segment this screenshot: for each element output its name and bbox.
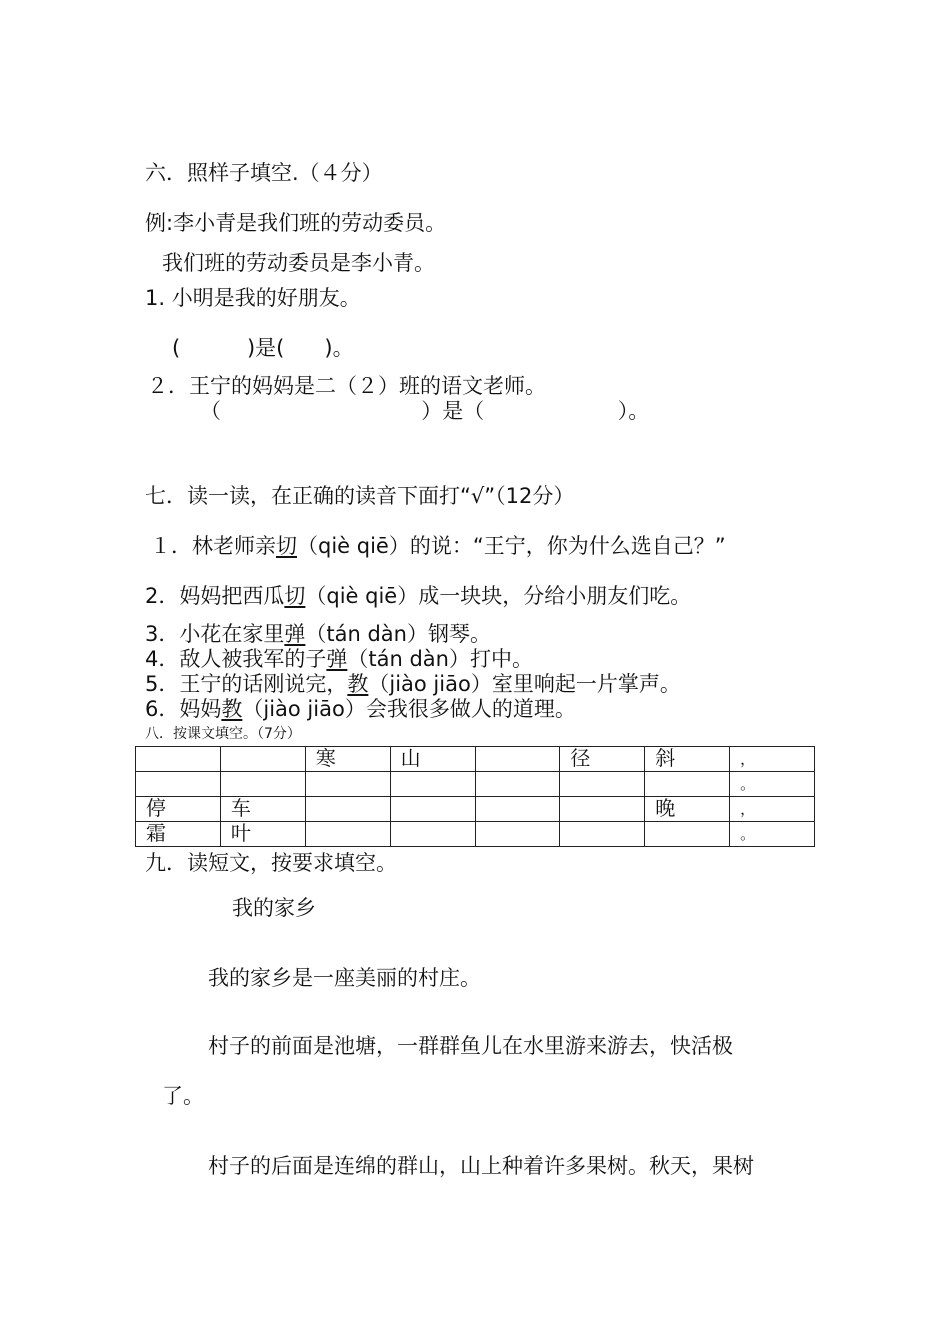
item-text: 4．敌人被我军的子 [145, 647, 327, 671]
grid-cell[interactable] [390, 772, 475, 797]
grid-cell[interactable] [560, 797, 645, 822]
grid-row [136, 772, 815, 797]
example-sentence: 例:李小青是我们班的劳动委员。 [145, 211, 447, 235]
item-text: 6．妈妈 [145, 697, 222, 721]
grid-cell[interactable] [560, 772, 645, 797]
grid-punct: ， [730, 747, 815, 772]
grid-cell[interactable] [305, 822, 390, 847]
underlined-char: 弹 [284, 622, 306, 646]
grid-cell[interactable] [645, 822, 730, 847]
grid-punct: ， [730, 797, 815, 822]
item-text: 2．妈妈把西瓜 [145, 584, 285, 608]
grid-cell: 晚 [645, 797, 730, 822]
item-pinyin: （qiè qiē）的说：“王宁，你为什么选自己？” [297, 534, 726, 558]
example-answer: 我们班的劳动委员是李小青。 [162, 251, 435, 275]
passage-paragraph: 村子的前面是池塘，一群群鱼儿在水里游来游去，快活极 [208, 1034, 733, 1058]
grid-cell[interactable] [475, 822, 560, 847]
grid-cell[interactable] [136, 772, 221, 797]
grid-cell: 斜 [645, 747, 730, 772]
underlined-char: 教 [347, 672, 369, 696]
underlined-char: 教 [221, 697, 243, 721]
grid-cell[interactable] [560, 822, 645, 847]
grid-cell: 径 [560, 747, 645, 772]
grid-cell: 车 [220, 797, 305, 822]
passage-paragraph: 我的家乡是一座美丽的村庄。 [208, 966, 481, 990]
reading-item [145, 583, 691, 609]
grid-punct: 。 [730, 772, 815, 797]
grid-row [136, 797, 815, 822]
grid-cell[interactable] [305, 772, 390, 797]
question-1-blank: ( )是( )。 [172, 336, 354, 360]
section-7-title: 七．读一读，在正确的读音下面打“√”（12分） [145, 484, 575, 508]
item-pinyin: （tán dàn）打中。 [347, 647, 533, 671]
passage-heading: 我的家乡 [232, 896, 316, 920]
grid-cell[interactable] [220, 772, 305, 797]
underlined-char: 弹 [326, 647, 348, 671]
reading-item [145, 622, 491, 646]
grid-cell[interactable] [475, 747, 560, 772]
reading-item [145, 647, 533, 671]
grid-cell: 停 [136, 797, 221, 822]
underlined-char: 切 [276, 534, 297, 558]
item-pinyin: （qiè qiē）成一块块，分给小朋友们吃。 [305, 584, 692, 608]
section-9-title: 九．读短文，按要求填空。 [145, 851, 397, 875]
passage-paragraph: 村子的后面是连绵的群山，山上种着许多果树。秋天，果树 [208, 1154, 754, 1178]
question-2: ２．王宁的妈妈是二（２）班的语文老师。 [147, 374, 546, 398]
poem-grid [135, 746, 815, 847]
reading-item [145, 697, 576, 721]
underlined-char: 切 [284, 584, 306, 608]
item-text: 3．小花在家里 [145, 622, 285, 646]
item-pinyin: （jiào jiāo）室里响起一片掌声。 [368, 672, 681, 696]
question-2-blank: （ ）是（ ）。 [200, 399, 650, 423]
section-6-title: 六．照样子填空.（４分） [145, 161, 383, 185]
grid-row [136, 822, 815, 847]
passage-paragraph-cont: 了。 [162, 1084, 204, 1108]
grid-cell[interactable] [390, 822, 475, 847]
item-pinyin: （tán dàn）钢琴。 [305, 622, 491, 646]
grid-cell[interactable] [475, 797, 560, 822]
grid-cell[interactable] [390, 797, 475, 822]
grid-punct: 。 [730, 822, 815, 847]
item-text: １．林老师亲 [150, 534, 276, 558]
grid-cell[interactable] [220, 747, 305, 772]
section-8-title: 八．按课文填空。（7分） [145, 726, 301, 742]
question-1: 1. 小明是我的好朋友。 [145, 286, 361, 310]
grid-cell: 山 [390, 747, 475, 772]
reading-item [145, 672, 681, 696]
item-pinyin: （jiào jiāo）会我很多做人的道理。 [242, 697, 576, 721]
grid-cell[interactable] [136, 747, 221, 772]
item-text: 5．王宁的话刚说完， [145, 672, 348, 696]
grid-cell: 叶 [220, 822, 305, 847]
reading-item [150, 533, 726, 559]
grid-cell: 霜 [136, 822, 221, 847]
grid-cell[interactable] [305, 797, 390, 822]
grid-cell[interactable] [645, 772, 730, 797]
grid-cell: 寒 [305, 747, 390, 772]
grid-cell[interactable] [475, 772, 560, 797]
grid-row [136, 747, 815, 772]
